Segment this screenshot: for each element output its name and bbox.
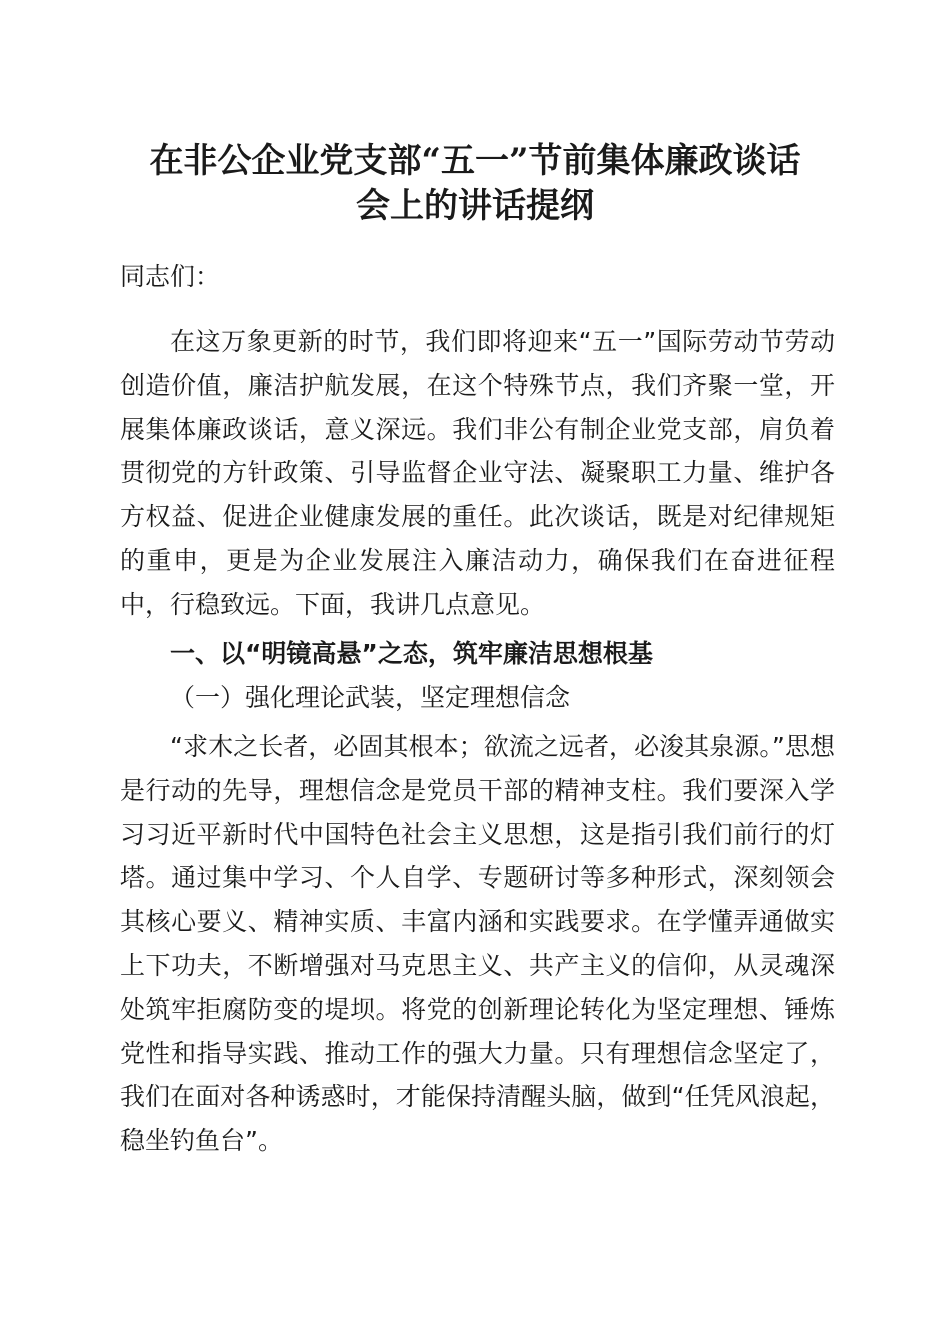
body-paragraph-1: “求木之长者，必固其根本；欲流之远者，必浚其泉源。”思想是行动的先导，理想信念是党员干部的精神支柱。我们要深入学习习近平新时代中国特色社会主义思想，这是指引我们前行的灯塔。通过集中学习、个人自学、专题研讨等多种形式，深刻领会其核心要义、精神实质、丰富内涵和实践要求。在学懂弄通做实上下功夫，不断增强对马克思主义、共产主义的信仰，从灵魂深处筑牢拒腐防变的堤坝。将党的创新理论转化为坚定理想、锤炼党性和指导实践、推动工作的强大力量。只有理想信念坚定了，我们在面对各种诱惑时，才能保持清醒头脑，做到“任凭风浪起，稳坐钓鱼台”。 xyxy=(120,732,835,1156)
document-title-line-2: 会上的讲话提纲 xyxy=(356,186,594,226)
document-title-line-1: 在非公企业党支部“五一”节前集体廉政谈话 xyxy=(149,141,801,181)
intro-paragraph: 在这万象更新的时节，我们即将迎来“五一”国际劳动节劳动创造价值，廉洁护航发展，在这个特殊节点，我们齐聚一堂，开展集体廉政谈话，意义深远。我们非公有制企业党支部，肩负着贯彻党的方针政策、引导监督企业守法、凝聚职工力量、维护各方权益、促进企业健康发展的重任。此次谈话，既是对纪律规矩的重申，更是为企业发展注入廉洁动力，确保我们在奋进征程中，行稳致远。下面，我讲几点意见。 xyxy=(120,327,835,619)
salutation: 同志们： xyxy=(120,262,221,291)
subsection-heading-1: （一）强化理论武装，坚定理想信念 xyxy=(170,683,571,712)
section-heading-1: 一、以“明镜高悬”之态，筑牢廉洁思想根基 xyxy=(170,639,653,668)
